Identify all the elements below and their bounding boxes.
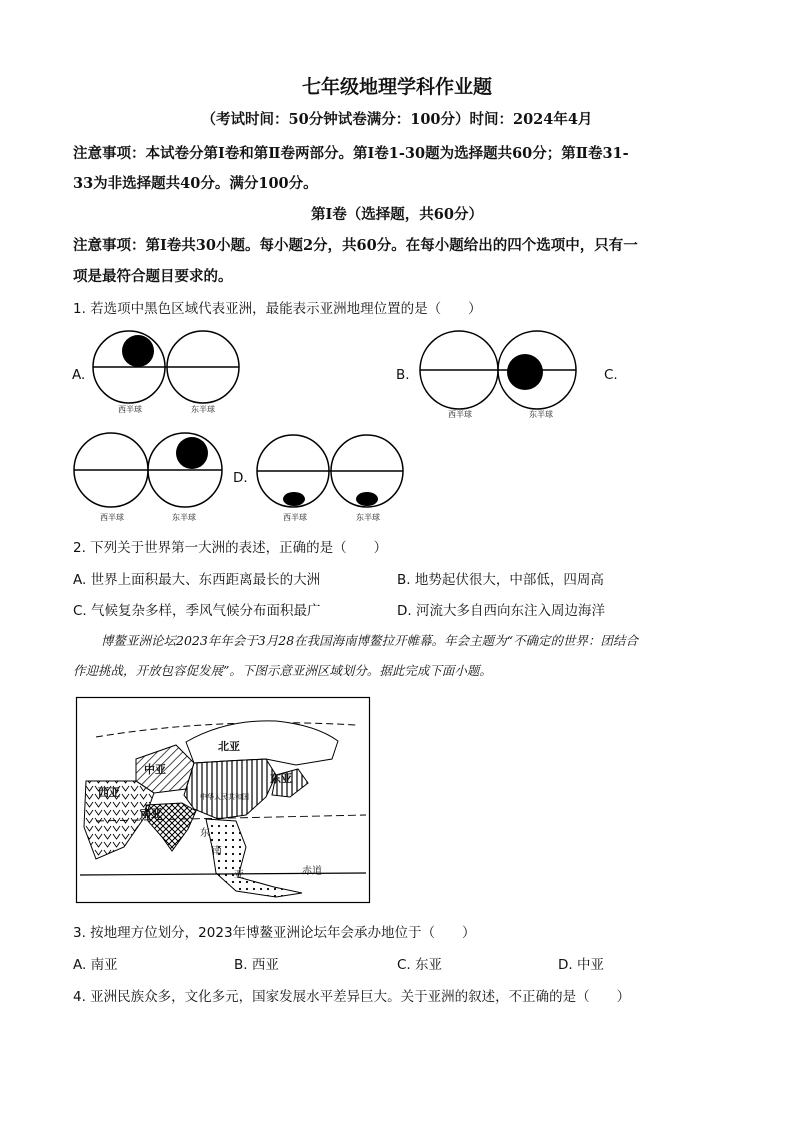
map-label-southeast-3: 亚 (234, 870, 244, 881)
question-1-stem: 1. 若选项中黑色区域代表亚洲，最能表示亚洲地理位置的是（ ） (73, 301, 482, 317)
q1-a-west-label: 西半球 (118, 405, 142, 414)
map-label-southeast-1: 东 (200, 828, 210, 839)
section-title: 第Ⅰ卷（选择题，共60分） (311, 206, 483, 223)
q3-option-b: B. 西亚 (234, 957, 279, 973)
q1-c-west-label: 西半球 (100, 513, 124, 522)
q1-a-east-label: 东半球 (191, 405, 215, 414)
notice-line-2: 33为非选择题共40分。满分100分。 (73, 175, 318, 192)
passage-line-2: 作迎挑战，开放包容促发展”。下图示意亚洲区域划分。据此完成下面小题。 (73, 663, 492, 678)
notice-line-3: 注意事项：第Ⅰ卷共30小题。每小题2分，共60分。在每小题给出的四个选项中，只有一 (73, 237, 638, 254)
q3-option-a: A. 南亚 (73, 957, 118, 973)
q3-option-d: D. 中亚 (558, 957, 604, 973)
q1-option-a-letter: A. (72, 367, 86, 383)
map-label-north-asia: 北亚 (218, 740, 240, 753)
q1-b-east-label: 东半球 (529, 410, 553, 419)
map-label-west-asia: 西亚 (98, 786, 120, 799)
map-label-china: 中华人民共和国 (200, 793, 249, 801)
map-label-south-asia: 南亚 (140, 807, 162, 820)
passage-line-1: 博鳌亚洲论坛2023年年会于3月28在我国海南博鳌拉开帷幕。年会主题为“不确定的世界：团结合 (101, 633, 639, 648)
q1-option-d-letter: D. (233, 470, 248, 486)
q2-option-b: B. 地势起伏很大，中部低，四周高 (397, 572, 604, 588)
q2-option-c: C. 气候复杂多样，季风气候分布面积最广 (73, 603, 321, 619)
q1-option-d-globes (256, 434, 406, 510)
question-3-stem: 3. 按地理方位划分，2023年博鳌亚洲论坛年会承办地位于（ ） (73, 925, 476, 941)
q1-option-b-globes (419, 330, 579, 410)
q1-option-b-letter: B. (396, 367, 410, 383)
question-2-stem: 2. 下列关于世界第一大洲的表述，正确的是（ ） (73, 540, 388, 556)
q1-d-east-label: 东半球 (356, 513, 380, 522)
notice-line-4: 项是最符合题目要求的。 (73, 268, 233, 285)
exam-info: （考试时间：50分钟试卷满分：100分）时间：2024年4月 (201, 111, 593, 128)
question-4-stem: 4. 亚洲民族众多，文化多元，国家发展水平差异巨大。关于亚洲的叙述，不正确的是（ ） (73, 989, 631, 1005)
q1-c-east-label: 东半球 (172, 513, 196, 522)
q1-option-a-globes (92, 330, 242, 406)
map-label-east-asia: 东亚 (270, 772, 292, 785)
q3-option-c: C. 东亚 (397, 957, 443, 973)
page-title: 七年级地理学科作业题 (301, 76, 492, 98)
q2-option-a: A. 世界上面积最大、东西距离最长的大洲 (73, 572, 321, 588)
q1-d-west-label: 西半球 (283, 513, 307, 522)
q2-option-d: D. 河流大多自西向东注入周边海洋 (397, 603, 605, 619)
map-label-southeast-2: 南 (212, 846, 222, 857)
notice-line-1: 注意事项：本试卷分第Ⅰ卷和第Ⅱ卷两部分。第Ⅰ卷1-30题为选择题共60分；第Ⅱ卷31- (73, 145, 629, 162)
q1-option-c-globes (73, 432, 225, 510)
map-label-central-asia: 中亚 (144, 763, 166, 776)
q1-option-c-letter: C. (604, 367, 618, 383)
map-label-equator: 赤道 (302, 866, 322, 877)
q1-b-west-label: 西半球 (448, 410, 472, 419)
